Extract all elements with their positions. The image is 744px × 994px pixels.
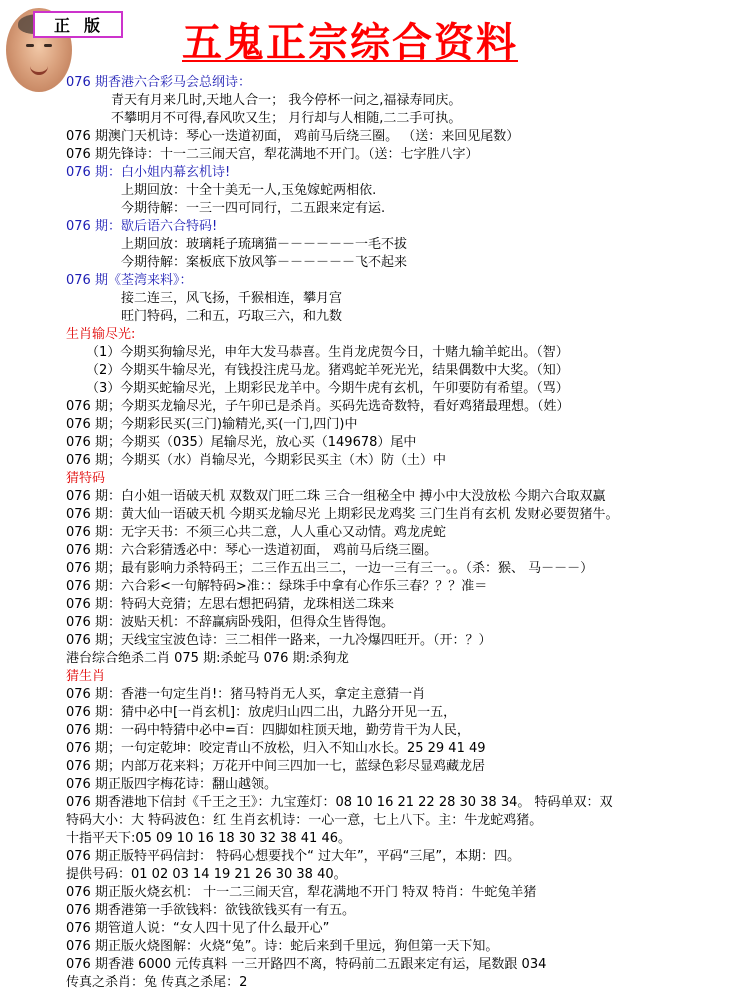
text-line: 上期回放：玻璃耗子琉璃猫－－－－－－一毛不拔 bbox=[121, 237, 408, 252]
text-line: 今期待解：案板底下放风筝－－－－－－飞不起来 bbox=[121, 255, 408, 270]
text-line: 青天有月来几时,天地人合一； 我今停杯一问之,福禄寿同庆。 bbox=[111, 93, 462, 108]
text-line: 076 期：歇后语六合特码! bbox=[66, 219, 218, 234]
text-line: 传真之杀肖：兔 传真之杀尾：2 bbox=[66, 975, 248, 990]
text-line: 076 期：白小姐一语破天机 双数双门旺二珠 三合一组秘全中 搏小中大没放松 今期六合取双赢 bbox=[66, 489, 606, 504]
text-line: 076 期香港第一手欲钱料：欲钱欲钱买有一有五。 bbox=[66, 903, 355, 918]
text-line: 076 期；天线宝宝波色诗：三二相伴一路来，一九冷爆四旺开。（开：？） bbox=[66, 633, 492, 648]
text-line: 076 期；今期买龙输尽光，子午卯已是杀肖。买码先选奇数特，看好鸡猪最理想。（姓） bbox=[66, 399, 570, 414]
text-line: 076 期：波贴天机：不辞赢病卧残阳，但得众生皆得饱。 bbox=[66, 615, 394, 630]
text-line: 076 期香港地下信封《千王之王》：九宝莲灯：08 10 16 21 22 28 30 38 34。 特码单双：双 bbox=[66, 795, 613, 810]
text-line: 076 期正版特平码信封： 特码心想要找个“ 过大年”，平码“三尾”，本期：四。 bbox=[66, 849, 521, 864]
text-line: 特码大小：大 特码波色：红 生肖玄机诗：一心一意，七上八下。主：牛龙蛇鸡猪。 bbox=[66, 813, 543, 828]
text-line: 提供号码：01 02 03 14 19 21 26 30 38 40。 bbox=[66, 867, 347, 882]
text-line: 港台综合绝杀二肖 075 期:杀蛇马 076 期:杀狗龙 bbox=[66, 651, 349, 666]
text-line: 076 期：猜中必中[一肖玄机]：放虎归山四二出，九路分开见一五， bbox=[66, 705, 457, 720]
page-title: 五鬼正宗综合资料 bbox=[182, 19, 518, 66]
text-line: （1）今期买狗输尽光，申年大发马恭喜。生肖龙虎贺今日，十赌九输羊蛇出。（智） bbox=[86, 345, 569, 360]
text-line: 076 期正版火烧玄机： 十一二三闹天宫，犁花满地不开门 特双 特肖：牛蛇兔羊猪 bbox=[66, 885, 537, 900]
text-line: 076 期；一句定乾坤：咬定青山不放松，归入不知山水长。25 29 41 49 bbox=[66, 741, 486, 756]
text-line: 076 期《荃湾来料》： bbox=[66, 273, 193, 288]
text-line: 076 期；内部万花来料；万花开中间三四加一七，蓝绿色彩尽显鸡藏龙居 bbox=[66, 759, 485, 774]
text-line: 076 期：白小姐内幕玄机诗! bbox=[66, 165, 231, 180]
text-line: 076 期：六合彩猜透必中：琴心一迭道初面， 鸡前马后绕三圈。 bbox=[66, 543, 438, 558]
text-line: 076 期澳门天机诗：琴心一迭道初面， 鸡前马后绕三圈。 （送：来回见尾数） bbox=[66, 129, 520, 144]
text-line: 上期回放：十全十美无一人,玉兔嫁蛇两相依. bbox=[121, 183, 377, 198]
text-line: 076 期：一码中特猜中必中=百：四脚如柱顶天地，勤劳肯干为人民， bbox=[66, 723, 470, 738]
text-line: 076 期正版四字梅花诗：翻山越领。 bbox=[66, 777, 277, 792]
text-line: 076 期；今期买（水）肖输尽光，今期彩民买主（木）防（土）中 bbox=[66, 453, 446, 468]
text-line: 076 期：无字天书：不须三心共二意，人人重心又动情。鸡龙虎蛇 bbox=[66, 525, 446, 540]
text-line: 076 期先锋诗：十一二三闹天宫，犁花满地不开门。（送：七字胜八字） bbox=[66, 147, 479, 162]
text-line: 076 期；最有影响力杀特码王；二三作五出三二，一边一三有三一。。（杀：猴、 马－－－） bbox=[66, 561, 594, 576]
text-line: 076 期：黄大仙一语破天机 今期买龙输尽光 上期彩民龙鸡奖 三门生肖有玄机 发财必要贺猪牛。 bbox=[66, 507, 619, 522]
text-line: 076 期；今期彩民买(三门)输精光,买(一门,四门)中 bbox=[66, 417, 358, 432]
text-line: 076 期香港六合彩马会总纲诗： bbox=[66, 75, 251, 90]
text-line: 猜生肖 bbox=[66, 669, 106, 684]
text-line: 076 期：香港一句定生肖!：猪马特肖无人买，拿定主意猜一肖 bbox=[66, 687, 426, 702]
text-line: 旺门特码，二和五，巧取三六，和九数 bbox=[121, 309, 343, 324]
text-line: 076 期：特码大竞猜；左思右想把码猜，龙珠相送二珠来 bbox=[66, 597, 394, 612]
text-line: 076 期香港 6000 元传真料 一三开路四不离，特码前二五跟来定有运，尾数跟 034 bbox=[66, 957, 547, 972]
text-line: 不攀明月不可得,春风吹又生； 月行却与人相随,二二手可执。 bbox=[111, 111, 462, 126]
text-line: 076 期管道人说：“女人四十见了什么最开心” bbox=[66, 921, 330, 936]
text-line: （3）今期买蛇输尽光，上期彩民龙羊中。今期牛虎有玄机，午卯要防有希望。（骂） bbox=[86, 381, 569, 396]
text-line: 接二连三，风飞扬，千猴相连，攀月宫 bbox=[121, 291, 343, 306]
text-line: 生肖输尽光: bbox=[66, 327, 136, 342]
text-line: （2）今期买牛输尽光，有钱投注虎马龙。猪鸡蛇羊死光光，结果偶数中大奖。（知） bbox=[86, 363, 569, 378]
authentic-badge: 正版 bbox=[33, 11, 123, 38]
text-line: 076 期正版火烧图解：火烧“兔”。诗：蛇后来到千里远，狗但第一天下知。 bbox=[66, 939, 499, 954]
text-line: 076 期；今期买（035）尾输尽光，放心买（149678）尾中 bbox=[66, 435, 417, 450]
text-line: 今期待解：一三一四可同行，二五跟来定有运. bbox=[121, 201, 386, 216]
text-line: 十指平天下:05 09 10 16 18 30 32 38 41 46。 bbox=[66, 831, 351, 846]
text-line: 猜特码 bbox=[66, 471, 106, 486]
text-line: 076 期：六合彩<一句解特码>准：：绿珠手中拿有心作乐三春？？？准＝ bbox=[66, 579, 488, 594]
